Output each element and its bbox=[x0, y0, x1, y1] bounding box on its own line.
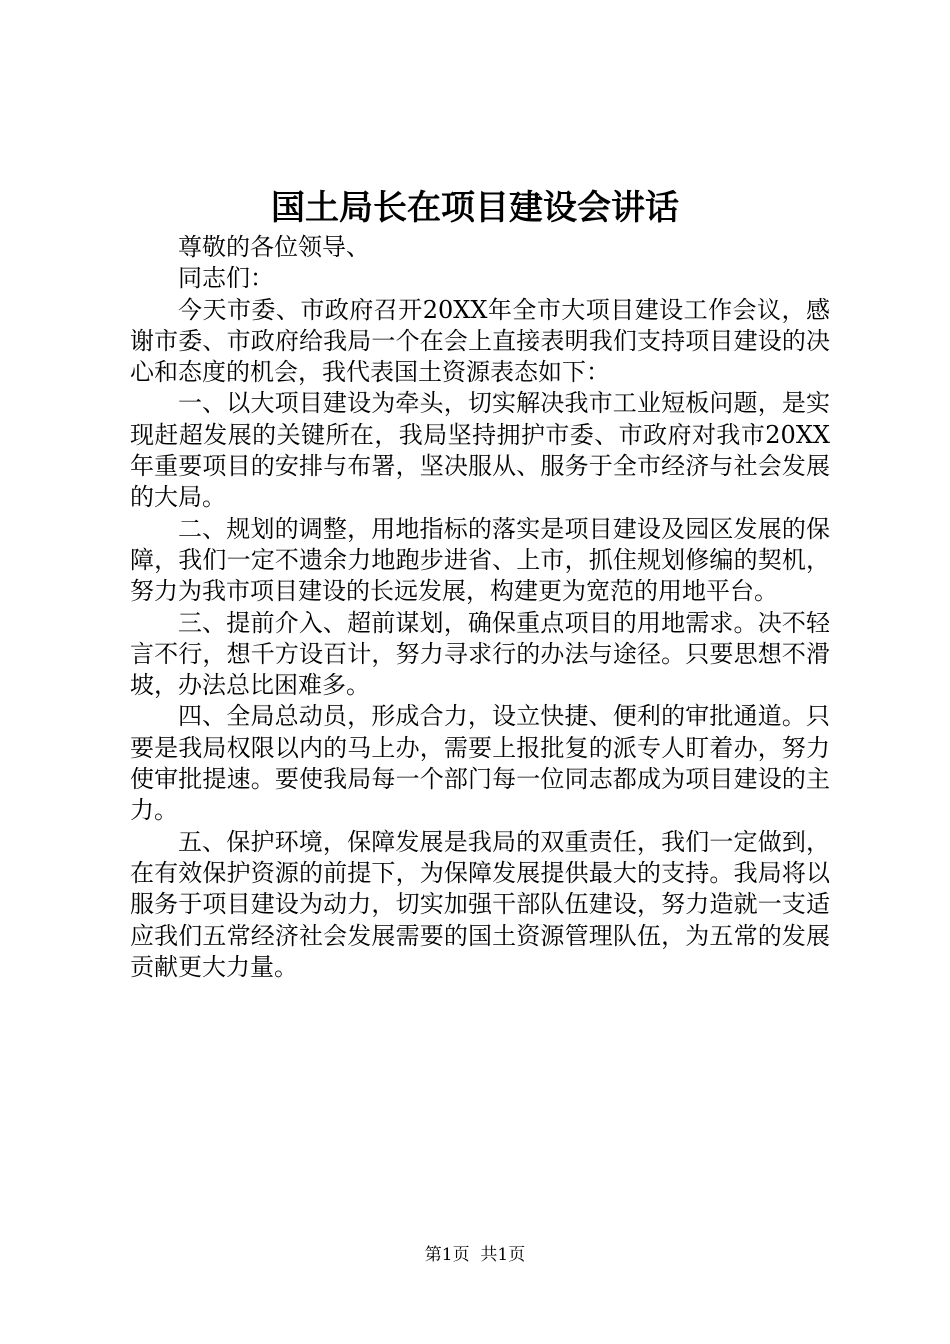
paragraph-point-5: 五、保护环境，保障发展是我局的双重责任，我们一定做到，在有效保护资源的前提下，为保障发展提供最大的支持。我局将以服务于项目建设为动力，切实加强干部队伍建设，努力造就一支适应我们五常经济社会发展需要的国土资源管理队伍，为五常的发展贡献更大力量。 bbox=[130, 827, 830, 981]
paragraph-point-2: 二、规划的调整，用地指标的落实是项目建设及园区发展的保障，我们一定不遗余力地跑步进省、上市，抓住规划修编的契机，努力为我市项目建设的长远发展，构建更为宽范的用地平台。 bbox=[130, 514, 830, 606]
document-body bbox=[130, 232, 830, 983]
paragraph-point-3: 三、提前介入、超前谋划，确保重点项目的用地需求。决不轻言不行，想千方设百计，努力寻求行的办法与途径。只要思想不滑坡，办法总比困难多。 bbox=[130, 608, 830, 700]
paragraph-intro: 今天市委、市政府召开20XX年全市大项目建设工作会议，感谢市委、市政府给我局一个在会上直接表明我们支持项目建设的决心和态度的机会，我代表国土资源表态如下： bbox=[130, 295, 830, 387]
document-title: 国土局长在项目建设会讲话 bbox=[271, 188, 679, 228]
salutation-line-2: 同志们： bbox=[178, 264, 274, 293]
page-number-footer: 第1页 共1页 bbox=[424, 1245, 526, 1265]
paragraph-point-1: 一、以大项目建设为牵头，切实解决我市工业短板问题，是实现赶超发展的关键所在，我局坚持拥护市委、市政府对我市20XX年重要项目的安排与布署，坚决服从、服务于全市经济与社会发展的大局。 bbox=[130, 389, 830, 512]
salutation-line-1: 尊敬的各位领导、 bbox=[178, 233, 370, 261]
paragraph-point-4: 四、全局总动员，形成合力，设立快捷、便利的审批通道。只要是我局权限以内的马上办，需要上报批复的派专人盯着办，努力使审批提速。要使我局每一个部门每一位同志都成为项目建设的主力。 bbox=[130, 702, 830, 825]
